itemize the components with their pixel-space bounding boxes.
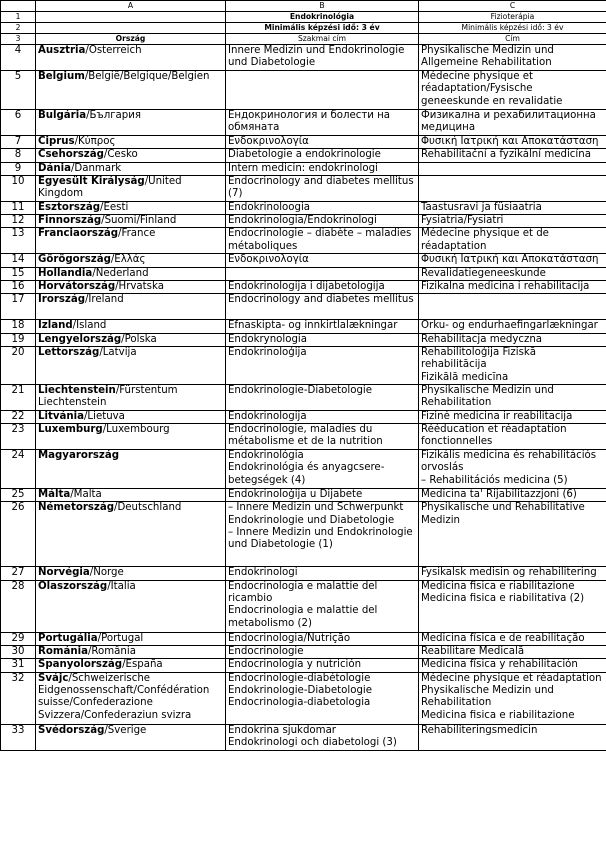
specialty-title-cell bbox=[226, 149, 419, 162]
country-name: Litvánia bbox=[38, 410, 84, 422]
country-name: Izland bbox=[38, 320, 73, 332]
specialty-title-line: Efnaskipta- og innkirtlalækningar bbox=[228, 320, 398, 332]
row-number: 6 bbox=[1, 110, 36, 136]
row-number: 2 bbox=[1, 23, 36, 34]
country-cell bbox=[36, 294, 226, 320]
physio-title-line: Médecine physique et de réadaptation bbox=[421, 228, 549, 252]
country-name: Lettország bbox=[38, 346, 100, 358]
table-row bbox=[1, 45, 606, 71]
specialty-title-cell bbox=[226, 267, 419, 280]
country-cell bbox=[36, 267, 226, 280]
row-number: 9 bbox=[1, 162, 36, 175]
row-number: 28 bbox=[1, 580, 36, 632]
specialty-title-line: Ендокринология и болести на обмяната bbox=[228, 110, 391, 134]
row-number: 32 bbox=[1, 672, 36, 724]
physio-title-line: Medicina fisica e riabilitazione bbox=[421, 709, 575, 721]
physio-title-line: Médecine physique et réadaptation bbox=[421, 672, 602, 684]
specialty-title-line: Endokrinologija i dijabetologija bbox=[228, 281, 385, 293]
country-name: Portugália bbox=[38, 632, 98, 644]
country-cell bbox=[36, 201, 226, 214]
specialty-title-cell bbox=[226, 724, 419, 750]
physio-title-cell bbox=[419, 149, 606, 162]
physio-title-line: Fizikális medicina és rehabilitációs orvoslás bbox=[421, 450, 597, 474]
physio-title-cell bbox=[419, 228, 606, 254]
country-cell bbox=[36, 384, 226, 410]
country-name: Csehország bbox=[38, 149, 104, 161]
table-row bbox=[1, 659, 606, 672]
physio-title-cell bbox=[419, 724, 606, 750]
physio-title-cell bbox=[419, 410, 606, 423]
country-native-name: /Italia bbox=[107, 580, 136, 592]
header-row-1 bbox=[1, 12, 606, 23]
specialty-title-line: Endocrinology and diabetes mellitus (7) bbox=[228, 175, 414, 200]
country-name: Liechtenstein bbox=[38, 384, 116, 396]
specialty-title-line: Endokrinologija bbox=[228, 410, 307, 422]
physio-title-cell bbox=[419, 489, 606, 502]
specialty-title-line: Endocrinologia e malattie del metabolismo (2) bbox=[228, 605, 378, 629]
row-number: 21 bbox=[1, 384, 36, 410]
physio-title-cell bbox=[419, 384, 606, 410]
physio-title-cell bbox=[419, 450, 606, 489]
country-cell bbox=[36, 281, 226, 294]
specialty-title-line: Endocrinologia/Nutrição bbox=[228, 632, 351, 644]
row-number: 17 bbox=[1, 294, 36, 320]
country-native-name: /Schweizerische Eidgenossenschaft/Confédération suisse/Confederazione Svizzera/Confederaziun svizra bbox=[38, 672, 210, 721]
physio-title-cell bbox=[419, 632, 606, 645]
specialty-title-cell bbox=[226, 110, 419, 136]
specialty-title-cell bbox=[226, 489, 419, 502]
table-row bbox=[1, 672, 606, 724]
header-cell-a bbox=[36, 23, 226, 34]
specialty-title-cell bbox=[226, 215, 419, 228]
country-native-name: /Danmark bbox=[70, 162, 122, 174]
country-name: Ciprus bbox=[38, 136, 75, 147]
country-name: Bulgária bbox=[38, 110, 87, 121]
physio-title-cell bbox=[419, 45, 606, 71]
specialty-title-line: Endocrinologie – diabète – maladies métaboliques bbox=[228, 228, 412, 252]
table-row bbox=[1, 267, 606, 280]
physio-title-line: Fizinė medicina ir reabilitacija bbox=[421, 410, 573, 422]
country-cell bbox=[36, 659, 226, 672]
country-cell bbox=[36, 724, 226, 750]
specialty-title-cell bbox=[226, 254, 419, 267]
row-number: 4 bbox=[1, 45, 36, 71]
specialty-title-cell bbox=[226, 672, 419, 724]
row-number: 14 bbox=[1, 254, 36, 267]
row-number: 7 bbox=[1, 136, 36, 149]
country-cell bbox=[36, 489, 226, 502]
row-number: 16 bbox=[1, 281, 36, 294]
country-cell bbox=[36, 580, 226, 632]
column-letter-a: A bbox=[36, 1, 226, 12]
physio-title-cell bbox=[419, 254, 606, 267]
country-native-name: /France bbox=[118, 228, 156, 240]
specialty-title-line: Endocrinology and diabetes mellitus bbox=[228, 294, 414, 306]
country-native-name: /Malta bbox=[70, 489, 102, 501]
physio-title-line: Φυσική Ιατρική και Αποκατάσταση bbox=[421, 254, 599, 266]
country-native-name: /United Kingdom bbox=[38, 175, 182, 200]
physio-title-cell bbox=[419, 294, 606, 320]
country-native-name: /Lietuva bbox=[84, 410, 125, 422]
country-native-name: /Česko bbox=[103, 149, 138, 161]
table-body bbox=[1, 45, 606, 751]
country-name: Magyarország bbox=[38, 450, 120, 462]
country-name: Görögország bbox=[38, 254, 111, 266]
physio-title-line: Physikalische Medizin und Rehabilitation bbox=[421, 684, 554, 709]
specialty-title-line: Endocrinologia-diabetologia bbox=[228, 697, 371, 709]
table-row bbox=[1, 201, 606, 214]
row-number: 23 bbox=[1, 424, 36, 450]
physio-title-cell bbox=[419, 201, 606, 214]
table-row bbox=[1, 646, 606, 659]
physio-title-line: Medicina fisica e riabilitazione bbox=[421, 580, 575, 592]
physio-title-cell bbox=[419, 136, 606, 149]
physio-title-cell bbox=[419, 646, 606, 659]
table-row bbox=[1, 580, 606, 632]
specialty-title-line: Endokrinoloġija u Dijabete bbox=[228, 489, 363, 501]
row-number: 26 bbox=[1, 502, 36, 567]
table-row bbox=[1, 215, 606, 228]
row-number: 30 bbox=[1, 646, 36, 659]
country-native-name: /Nederland bbox=[92, 267, 149, 279]
specialty-title-cell bbox=[226, 346, 419, 384]
table-row bbox=[1, 320, 606, 333]
specialty-title-line: – Innere Medizin und Endokrinologie und Diabetologie (1) bbox=[228, 527, 413, 551]
specialty-title-line: Endokrinológia és anyagcsere-betegségek (4) bbox=[228, 462, 385, 486]
row-number: 3 bbox=[1, 34, 36, 45]
physio-title-line: Physikalische Medizin und Rehabilitation bbox=[421, 384, 554, 409]
row-number: 20 bbox=[1, 346, 36, 384]
specialty-title-cell bbox=[226, 424, 419, 450]
specialty-title-line: Endokrinologie-Diabetologie bbox=[228, 684, 373, 696]
table-row bbox=[1, 346, 606, 384]
table-row bbox=[1, 567, 606, 580]
specialty-title-cell bbox=[226, 228, 419, 254]
row-number: 19 bbox=[1, 333, 36, 346]
country-native-name: /Österreich bbox=[85, 45, 142, 56]
country-name: Románia bbox=[38, 646, 88, 658]
specialty-title-cell bbox=[226, 384, 419, 410]
physio-title-line: Rehabiliteringsmedicin bbox=[421, 724, 538, 736]
header-country: Ország bbox=[36, 34, 226, 45]
corner-cell bbox=[1, 1, 36, 12]
specialty-title-cell bbox=[226, 659, 419, 672]
country-native-name: /Latvija bbox=[99, 346, 137, 358]
header-specialty-physiotherapy: Fizioterápia bbox=[419, 12, 606, 23]
country-cell bbox=[36, 215, 226, 228]
header-row-2 bbox=[1, 23, 606, 34]
physio-title-line: – Rehabilitációs medicina (5) bbox=[421, 474, 568, 486]
table-row bbox=[1, 281, 606, 294]
specialty-title-cell bbox=[226, 502, 419, 567]
specialty-title-cell bbox=[226, 333, 419, 346]
physio-title-line: Taastusravi ja füsiaatria bbox=[421, 201, 542, 213]
specialty-title-line: Endokrinologi och diabetologi (3) bbox=[228, 736, 397, 748]
physio-title-cell bbox=[419, 502, 606, 567]
header-title: Cím bbox=[419, 34, 606, 45]
specialty-title-cell bbox=[226, 162, 419, 175]
country-cell bbox=[36, 333, 226, 346]
physio-title-line: Reabilitare Medicală bbox=[421, 646, 525, 658]
country-name: Dánia bbox=[38, 162, 71, 174]
specialty-title-line: Endokrina sjukdomar bbox=[228, 724, 336, 736]
country-native-name: /Sverige bbox=[104, 724, 147, 736]
physio-title-cell bbox=[419, 672, 606, 724]
country-cell bbox=[36, 346, 226, 384]
table-row bbox=[1, 254, 606, 267]
country-cell bbox=[36, 228, 226, 254]
country-cell bbox=[36, 71, 226, 110]
row-number: 27 bbox=[1, 567, 36, 580]
country-native-name: /Ísland bbox=[72, 320, 107, 332]
specialty-title-cell bbox=[226, 281, 419, 294]
country-name: Belgium bbox=[38, 71, 85, 82]
physio-title-cell bbox=[419, 567, 606, 580]
table-row bbox=[1, 71, 606, 110]
physio-title-cell bbox=[419, 281, 606, 294]
table-row bbox=[1, 384, 606, 410]
specialty-title-cell bbox=[226, 45, 419, 71]
row-number: 15 bbox=[1, 267, 36, 280]
physio-title-cell bbox=[419, 580, 606, 632]
row-number: 33 bbox=[1, 724, 36, 750]
table-row bbox=[1, 149, 606, 162]
row-number: 18 bbox=[1, 320, 36, 333]
country-native-name: /Ελλάς bbox=[110, 254, 146, 266]
physio-title-line: Fysiatria/Fysiatri bbox=[421, 215, 504, 227]
country-cell bbox=[36, 632, 226, 645]
country-native-name: /België/Belgique/Belgien bbox=[84, 71, 210, 82]
physio-title-line: Rehabilitační a fyzikální medicína bbox=[421, 149, 591, 161]
country-native-name: /Ireland bbox=[85, 294, 124, 306]
specialty-title-line: Endokrinologi bbox=[228, 567, 298, 579]
specialty-title-line: Endocrinologie bbox=[228, 646, 304, 658]
country-cell bbox=[36, 149, 226, 162]
row-number: 12 bbox=[1, 215, 36, 228]
column-letter-row bbox=[1, 1, 606, 12]
physio-title-cell bbox=[419, 162, 606, 175]
header-min-training-c: Minimális képzési idő: 3 év bbox=[419, 23, 606, 34]
country-native-name: /Deutschland bbox=[114, 502, 182, 514]
physio-title-line: Medicina física y rehabilitación bbox=[421, 659, 578, 671]
column-letter-b: B bbox=[226, 1, 419, 12]
physio-title-line: Revalidatiegeneeskunde bbox=[421, 267, 546, 279]
table-row bbox=[1, 450, 606, 489]
header-cell-a bbox=[36, 12, 226, 23]
row-number: 22 bbox=[1, 410, 36, 423]
country-cell bbox=[36, 424, 226, 450]
table-row bbox=[1, 294, 606, 320]
physio-title-line: Medicina física e de reabilitação bbox=[421, 632, 585, 644]
physio-title-line: Rehabilitoloģija Fiziskā rehabilitācija bbox=[421, 346, 537, 371]
table-row bbox=[1, 632, 606, 645]
row-number: 13 bbox=[1, 228, 36, 254]
country-native-name: /Eesti bbox=[100, 201, 129, 213]
row-number: 25 bbox=[1, 489, 36, 502]
specialty-title-line: Endokrinologia/Endokrinologi bbox=[228, 215, 377, 227]
country-cell bbox=[36, 646, 226, 659]
physio-title-line: Fizikālā medicīna bbox=[421, 371, 509, 383]
country-name: Egyesült Királyság bbox=[38, 175, 145, 187]
table-row bbox=[1, 724, 606, 750]
row-number: 24 bbox=[1, 450, 36, 489]
specialty-title-cell bbox=[226, 294, 419, 320]
physio-title-line: Fysikalsk medisin og rehabilitering bbox=[421, 567, 597, 579]
physio-title-cell bbox=[419, 659, 606, 672]
specialty-title-cell bbox=[226, 175, 419, 201]
country-name: Lengyelország bbox=[38, 333, 122, 345]
country-cell bbox=[36, 410, 226, 423]
country-cell bbox=[36, 567, 226, 580]
specialty-title-cell bbox=[226, 632, 419, 645]
country-name: Norvégia bbox=[38, 567, 90, 579]
physio-title-cell bbox=[419, 71, 606, 110]
row-number: 31 bbox=[1, 659, 36, 672]
country-name: Franciaország bbox=[38, 228, 119, 240]
table-row bbox=[1, 228, 606, 254]
specialty-title-cell bbox=[226, 646, 419, 659]
country-native-name: /Luxembourg bbox=[102, 424, 170, 436]
specialty-title-cell bbox=[226, 320, 419, 333]
country-name: Ausztria bbox=[38, 45, 86, 56]
country-native-name: /Polska bbox=[121, 333, 157, 345]
specialty-title-cell bbox=[226, 136, 419, 149]
table-row bbox=[1, 110, 606, 136]
physio-title-cell bbox=[419, 346, 606, 384]
physio-title-line: Medicina ta' Rijabilitazzjoni (6) bbox=[421, 489, 577, 501]
country-name: Málta bbox=[38, 489, 71, 501]
row-number: 1 bbox=[1, 12, 36, 23]
physio-title-cell bbox=[419, 110, 606, 136]
specialty-title-cell bbox=[226, 201, 419, 214]
physio-title-line: Medicina fisica e riabilitativa (2) bbox=[421, 593, 585, 605]
country-name: Észtország bbox=[38, 201, 101, 213]
physio-title-line: Физикална и рехабилитационна медицина bbox=[421, 110, 596, 134]
country-name: Svédország bbox=[38, 724, 105, 736]
specialty-title-line: Endokrinologie-Diabetologie bbox=[228, 384, 373, 396]
country-native-name: /Norge bbox=[89, 567, 124, 579]
specialty-title-line: Ενδοκρινολογία bbox=[228, 136, 309, 147]
physio-title-line: Rehabilitacja medyczna bbox=[421, 333, 543, 345]
specialty-title-cell bbox=[226, 410, 419, 423]
row-number: 29 bbox=[1, 632, 36, 645]
physio-title-cell bbox=[419, 320, 606, 333]
physio-title-line: Physikalische und Rehabilitative Medizin bbox=[421, 502, 585, 526]
country-native-name: /România bbox=[87, 646, 136, 658]
table-row bbox=[1, 424, 606, 450]
country-cell bbox=[36, 175, 226, 201]
column-letter-c: C bbox=[419, 1, 606, 12]
specialty-title-line: Diabetologie a endokrinologie bbox=[228, 149, 381, 161]
header-specialty-endocrinology: Endokrinológia bbox=[226, 12, 419, 23]
physio-title-line: Orku- og endurhaefingarlækningar bbox=[421, 320, 598, 332]
country-name: Írország bbox=[38, 294, 85, 306]
specialty-title-line: Endokrinológia bbox=[228, 450, 304, 462]
specialty-title-line: Intern medicin: endokrinologi bbox=[228, 162, 378, 174]
physio-title-cell bbox=[419, 175, 606, 201]
specialty-title-cell bbox=[226, 580, 419, 632]
table-row bbox=[1, 175, 606, 201]
country-cell bbox=[36, 320, 226, 333]
country-cell bbox=[36, 45, 226, 71]
country-native-name: /Κύπρος bbox=[74, 136, 116, 147]
table-row bbox=[1, 162, 606, 175]
country-name: Horvátország bbox=[38, 281, 116, 293]
header-min-training-b: Minimális képzési idő: 3 év bbox=[226, 23, 419, 34]
country-native-name: /Hrvatska bbox=[115, 281, 164, 293]
table-row bbox=[1, 136, 606, 149]
specialty-title-line: Endocrinologia e malattie del ricambio bbox=[228, 580, 378, 605]
specialty-title-line: Endocrinología y nutrición bbox=[228, 659, 362, 671]
country-cell bbox=[36, 136, 226, 149]
specialty-title-cell bbox=[226, 567, 419, 580]
row-number: 10 bbox=[1, 175, 36, 201]
country-name: Németország bbox=[38, 502, 115, 514]
specialty-title-line: Endocrinologie, maladies du métabolisme et de la nutrition bbox=[228, 424, 383, 448]
row-number: 8 bbox=[1, 149, 36, 162]
specialty-title-line: – Innere Medizin und Schwerpunkt Endokrinologie und Diabetologie bbox=[228, 502, 404, 526]
country-cell bbox=[36, 162, 226, 175]
table-row bbox=[1, 489, 606, 502]
physio-title-cell bbox=[419, 267, 606, 280]
country-name: Luxemburg bbox=[38, 424, 103, 436]
specialty-title-line: Endokrinoloogia bbox=[228, 201, 311, 213]
physio-title-line: Fizikalna medicina i rehabilitacija bbox=[421, 281, 590, 293]
country-cell bbox=[36, 672, 226, 724]
country-native-name: /Suomi/Finland bbox=[101, 215, 177, 227]
specialty-title-line: Ενδοκρινολογία bbox=[228, 254, 309, 266]
specialty-title-cell bbox=[226, 450, 419, 489]
physio-title-line: Médecine physique et réadaptation/Fysische geneeskunde en revalidatie bbox=[421, 71, 563, 107]
country-name: Olaszország bbox=[38, 580, 108, 592]
country-name: Svájc bbox=[38, 672, 69, 684]
physio-title-cell bbox=[419, 424, 606, 450]
physio-title-line: Physikalische Medizin und Allgemeine Rehabilitation bbox=[421, 45, 554, 69]
row-number: 11 bbox=[1, 201, 36, 214]
specialty-title-line: Innere Medizin und Endokrinologie und Diabetologie bbox=[228, 45, 405, 69]
country-native-name: /Fürstentum Liechtenstein bbox=[38, 384, 178, 409]
header-professional-title: Szakmai cím bbox=[226, 34, 419, 45]
header-row-3 bbox=[1, 34, 606, 45]
specialty-title-line: Endokrynologia bbox=[228, 333, 308, 345]
row-number: 5 bbox=[1, 71, 36, 110]
table-row bbox=[1, 410, 606, 423]
physio-title-cell bbox=[419, 215, 606, 228]
country-cell bbox=[36, 110, 226, 136]
country-name: Hollandia bbox=[38, 267, 93, 279]
country-native-name: /България bbox=[86, 110, 142, 121]
country-native-name: /Portugal bbox=[97, 632, 144, 644]
specialty-title-line: Endokrinoloģija bbox=[228, 346, 307, 358]
country-cell bbox=[36, 450, 226, 489]
country-name: Finnország bbox=[38, 215, 102, 227]
country-native-name: /España bbox=[122, 659, 163, 671]
physio-title-line: Φυσική Ιατρική και Αποκατάσταση bbox=[421, 136, 599, 147]
country-cell bbox=[36, 502, 226, 567]
physio-title-cell bbox=[419, 333, 606, 346]
physio-title-line: Rééducation et réadaptation fonctionnelles bbox=[421, 424, 567, 448]
table-row bbox=[1, 333, 606, 346]
specialty-title-cell bbox=[226, 71, 419, 110]
table-row bbox=[1, 502, 606, 567]
specialty-title-line: Endocrinologie-diabétologie bbox=[228, 672, 371, 684]
country-cell bbox=[36, 254, 226, 267]
country-name: Spanyolország bbox=[38, 659, 123, 671]
